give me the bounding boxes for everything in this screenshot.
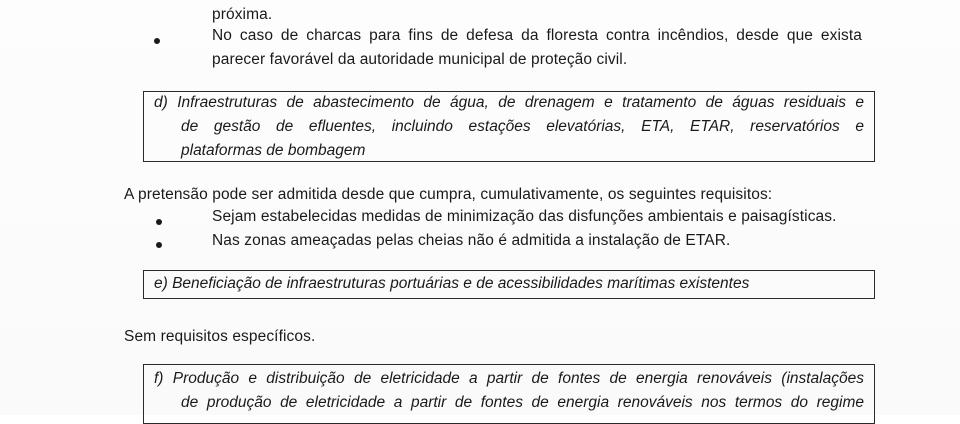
section-e-heading: e) Beneficiação de infraestruturas portuárias e de acessibilidades marítimas existentes — [154, 275, 750, 292]
section-f-heading-line2: de produção de eletricidade a partir de fontes de energia renováveis nos termos do regime — [181, 394, 864, 411]
section-d-intro: A pretensão pode ser admitida desde que cumpra, cumulativamente, os seguintes requisitos: — [124, 186, 773, 203]
bullet-icon — [156, 219, 162, 225]
bullet-charcas-line1: No caso de charcas para fins de defesa da floresta contra incêndios, desde que exista — [212, 27, 862, 44]
section-d-heading-line1: d) Infraestruturas de abastecimento de água, de drenagem e tratamento de águas residuais e — [154, 94, 864, 111]
section-d-bullet-1: Sejam estabelecidas medidas de minimização das disfunções ambientais e paisagísticas. — [212, 208, 837, 225]
section-d-heading-line3: plataformas de bombagem — [181, 142, 366, 159]
section-f-heading-line1: f) Produção e distribuição de eletricidade a partir de fontes de energia renováveis (instalações — [154, 370, 864, 387]
bullet-icon — [154, 38, 160, 44]
bullet-icon — [156, 242, 162, 248]
section-d-heading-line2: de gestão de efluentes, incluindo estações elevatórias, ETA, ETAR, reservatórios e — [181, 118, 864, 135]
section-e-note: Sem requisitos específicos. — [124, 328, 316, 345]
bullet-charcas-line2: parecer favorável da autoridade municipal de proteção civil. — [212, 51, 628, 68]
section-d-bullet-2: Nas zonas ameaçadas pelas cheias não é admitida a instalação de ETAR. — [212, 232, 731, 249]
bullet-continuation: próxima. — [212, 6, 273, 23]
